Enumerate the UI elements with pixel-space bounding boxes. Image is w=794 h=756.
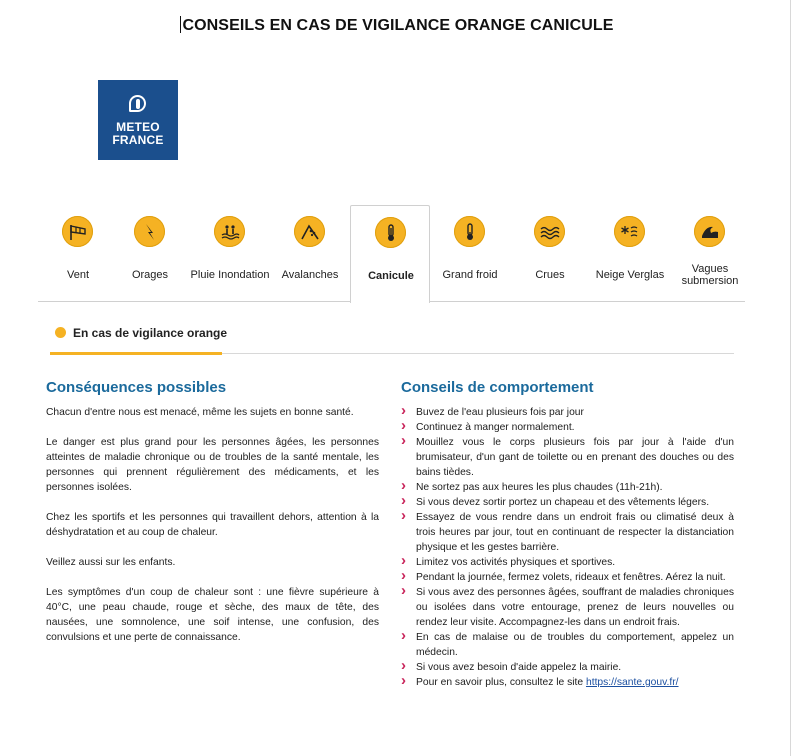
waves-icon xyxy=(534,216,565,247)
logo-text xyxy=(98,121,178,147)
list-item: › Mouillez vous le corps plusieurs fois par jour à l'aide d'un brumisateur, d'un gant de toilette ou en prenant des douches ou des bains tièdes. xyxy=(401,435,734,480)
flood-icon xyxy=(214,216,245,247)
list-item: › Si vous avez des personnes âgées, souffrant de maladies chroniques ou isolées dans votre entourage, prenez de leurs nouvelles ou rendez leur visite. Accompagnez-les dans un endroit frais. xyxy=(401,585,734,630)
consequences-paragraph: Chacun d'entre nous est menacé, même les sujets en bonne santé. xyxy=(46,407,354,418)
tab-label: Grand froid xyxy=(442,269,498,281)
lightning-icon xyxy=(134,216,165,247)
vigilance-underline xyxy=(50,352,222,355)
tab-vagues-submersion[interactable] xyxy=(670,205,750,302)
meteo-france-logo xyxy=(98,80,178,160)
consequences-heading: Conséquences possibles xyxy=(46,379,227,396)
tab-neige-verglas[interactable] xyxy=(590,205,670,302)
tab-label: Canicule xyxy=(368,270,414,282)
list-item: › En cas de malaise ou de troubles du comportement, appelez un médecin. xyxy=(401,630,734,660)
vigilance-level xyxy=(50,322,734,354)
consequences-paragraph: Le danger est plus grand pour les personnes âgées, les personnes atteintes de maladie chronique ou de troubles de la santé mentale, les personnes qui prennent régulièrement des médicaments, et les personnes isolées. xyxy=(46,437,379,493)
submersion-wave-icon xyxy=(694,216,725,247)
list-item: › Ne sortez pas aux heures les plus chaudes (11h-21h). xyxy=(401,480,734,495)
thermometer-cold-icon xyxy=(454,216,485,247)
thermometer-hot-icon xyxy=(375,217,406,248)
meteo-france-logo-icon xyxy=(129,95,146,112)
tab-grand-froid[interactable] xyxy=(430,205,510,302)
snow-ice-icon xyxy=(614,216,645,247)
conseils-heading: Conseils de comportement xyxy=(401,379,594,396)
sante-gouv-link[interactable]: https://sante.gouv.fr/ xyxy=(585,677,679,688)
logo-text-line1: METEO xyxy=(116,120,160,134)
conseils-section xyxy=(401,378,734,690)
windsock-icon xyxy=(62,216,93,247)
tab-label: Avalanches xyxy=(281,269,339,281)
tab-label: Vagues submersion xyxy=(681,263,739,287)
consequences-paragraph: Veillez aussi sur les enfants. xyxy=(46,557,176,568)
list-item: › Si vous avez besoin d'aide appelez la mairie. xyxy=(401,660,734,675)
list-item: › Si vous devez sortir portez un chapeau et des vêtements légers. xyxy=(401,495,734,510)
more-info-text: Pour en savoir plus, consultez le site xyxy=(416,677,586,688)
list-item: › Limitez vos activités physiques et sportives. xyxy=(401,555,734,570)
tab-label: Pluie Inondation xyxy=(190,269,270,281)
list-item: › Essayez de vous rendre dans un endroit frais ou climatisé deux à trois heures par jour, tout en continuant de respecter la distanciation physique et les gestes barrière. xyxy=(401,510,734,555)
list-item: › Buvez de l'eau plusieurs fois par jour xyxy=(401,405,734,420)
tab-orages[interactable] xyxy=(110,205,190,302)
tab-crues[interactable] xyxy=(510,205,590,302)
consequences-paragraph: Chez les sportifs et les personnes qui travaillent dehors, attention à la déshydratation et au coup de chaleur. xyxy=(46,512,379,538)
vigilance-label: En cas de vigilance orange xyxy=(73,326,228,340)
list-item: › Pendant la journée, fermez volets, rideaux et fenêtres. Aérez la nuit. xyxy=(401,570,734,585)
tab-label: Orages xyxy=(131,269,169,281)
document-title[interactable] xyxy=(0,16,794,35)
tab-pluie-inondation[interactable] xyxy=(190,205,270,302)
list-item: › Continuez à manger normalement. xyxy=(401,420,734,435)
list-item-more-info xyxy=(401,675,734,690)
vigilance-divider xyxy=(222,353,734,354)
page-edge xyxy=(790,0,791,756)
logo-text-line2: FRANCE xyxy=(112,133,164,147)
tab-avalanches[interactable] xyxy=(270,205,350,302)
tab-vent[interactable] xyxy=(38,205,118,302)
consequences-section xyxy=(46,378,379,660)
tab-label: Neige Verglas xyxy=(595,269,665,281)
orange-dot-icon xyxy=(55,327,66,338)
document-title-text: CONSEILS EN CAS DE VIGILANCE ORANGE CANICULE xyxy=(182,17,614,34)
tab-label: Vent xyxy=(66,269,90,281)
tab-label: Crues xyxy=(535,269,565,281)
consequences-paragraph: Les symptômes d'un coup de chaleur sont : une fièvre supérieure à 40°C, une peau chaude, rouge et sèche, des maux de tête, des nausées, une somnolence, une soif intense, une confusion, des convulsions et une perte de connaissance. xyxy=(46,587,379,643)
phenomenon-tabs xyxy=(38,205,745,302)
tab-canicule[interactable] xyxy=(350,205,430,303)
conseils-list xyxy=(401,405,734,690)
avalanche-icon xyxy=(294,216,325,247)
